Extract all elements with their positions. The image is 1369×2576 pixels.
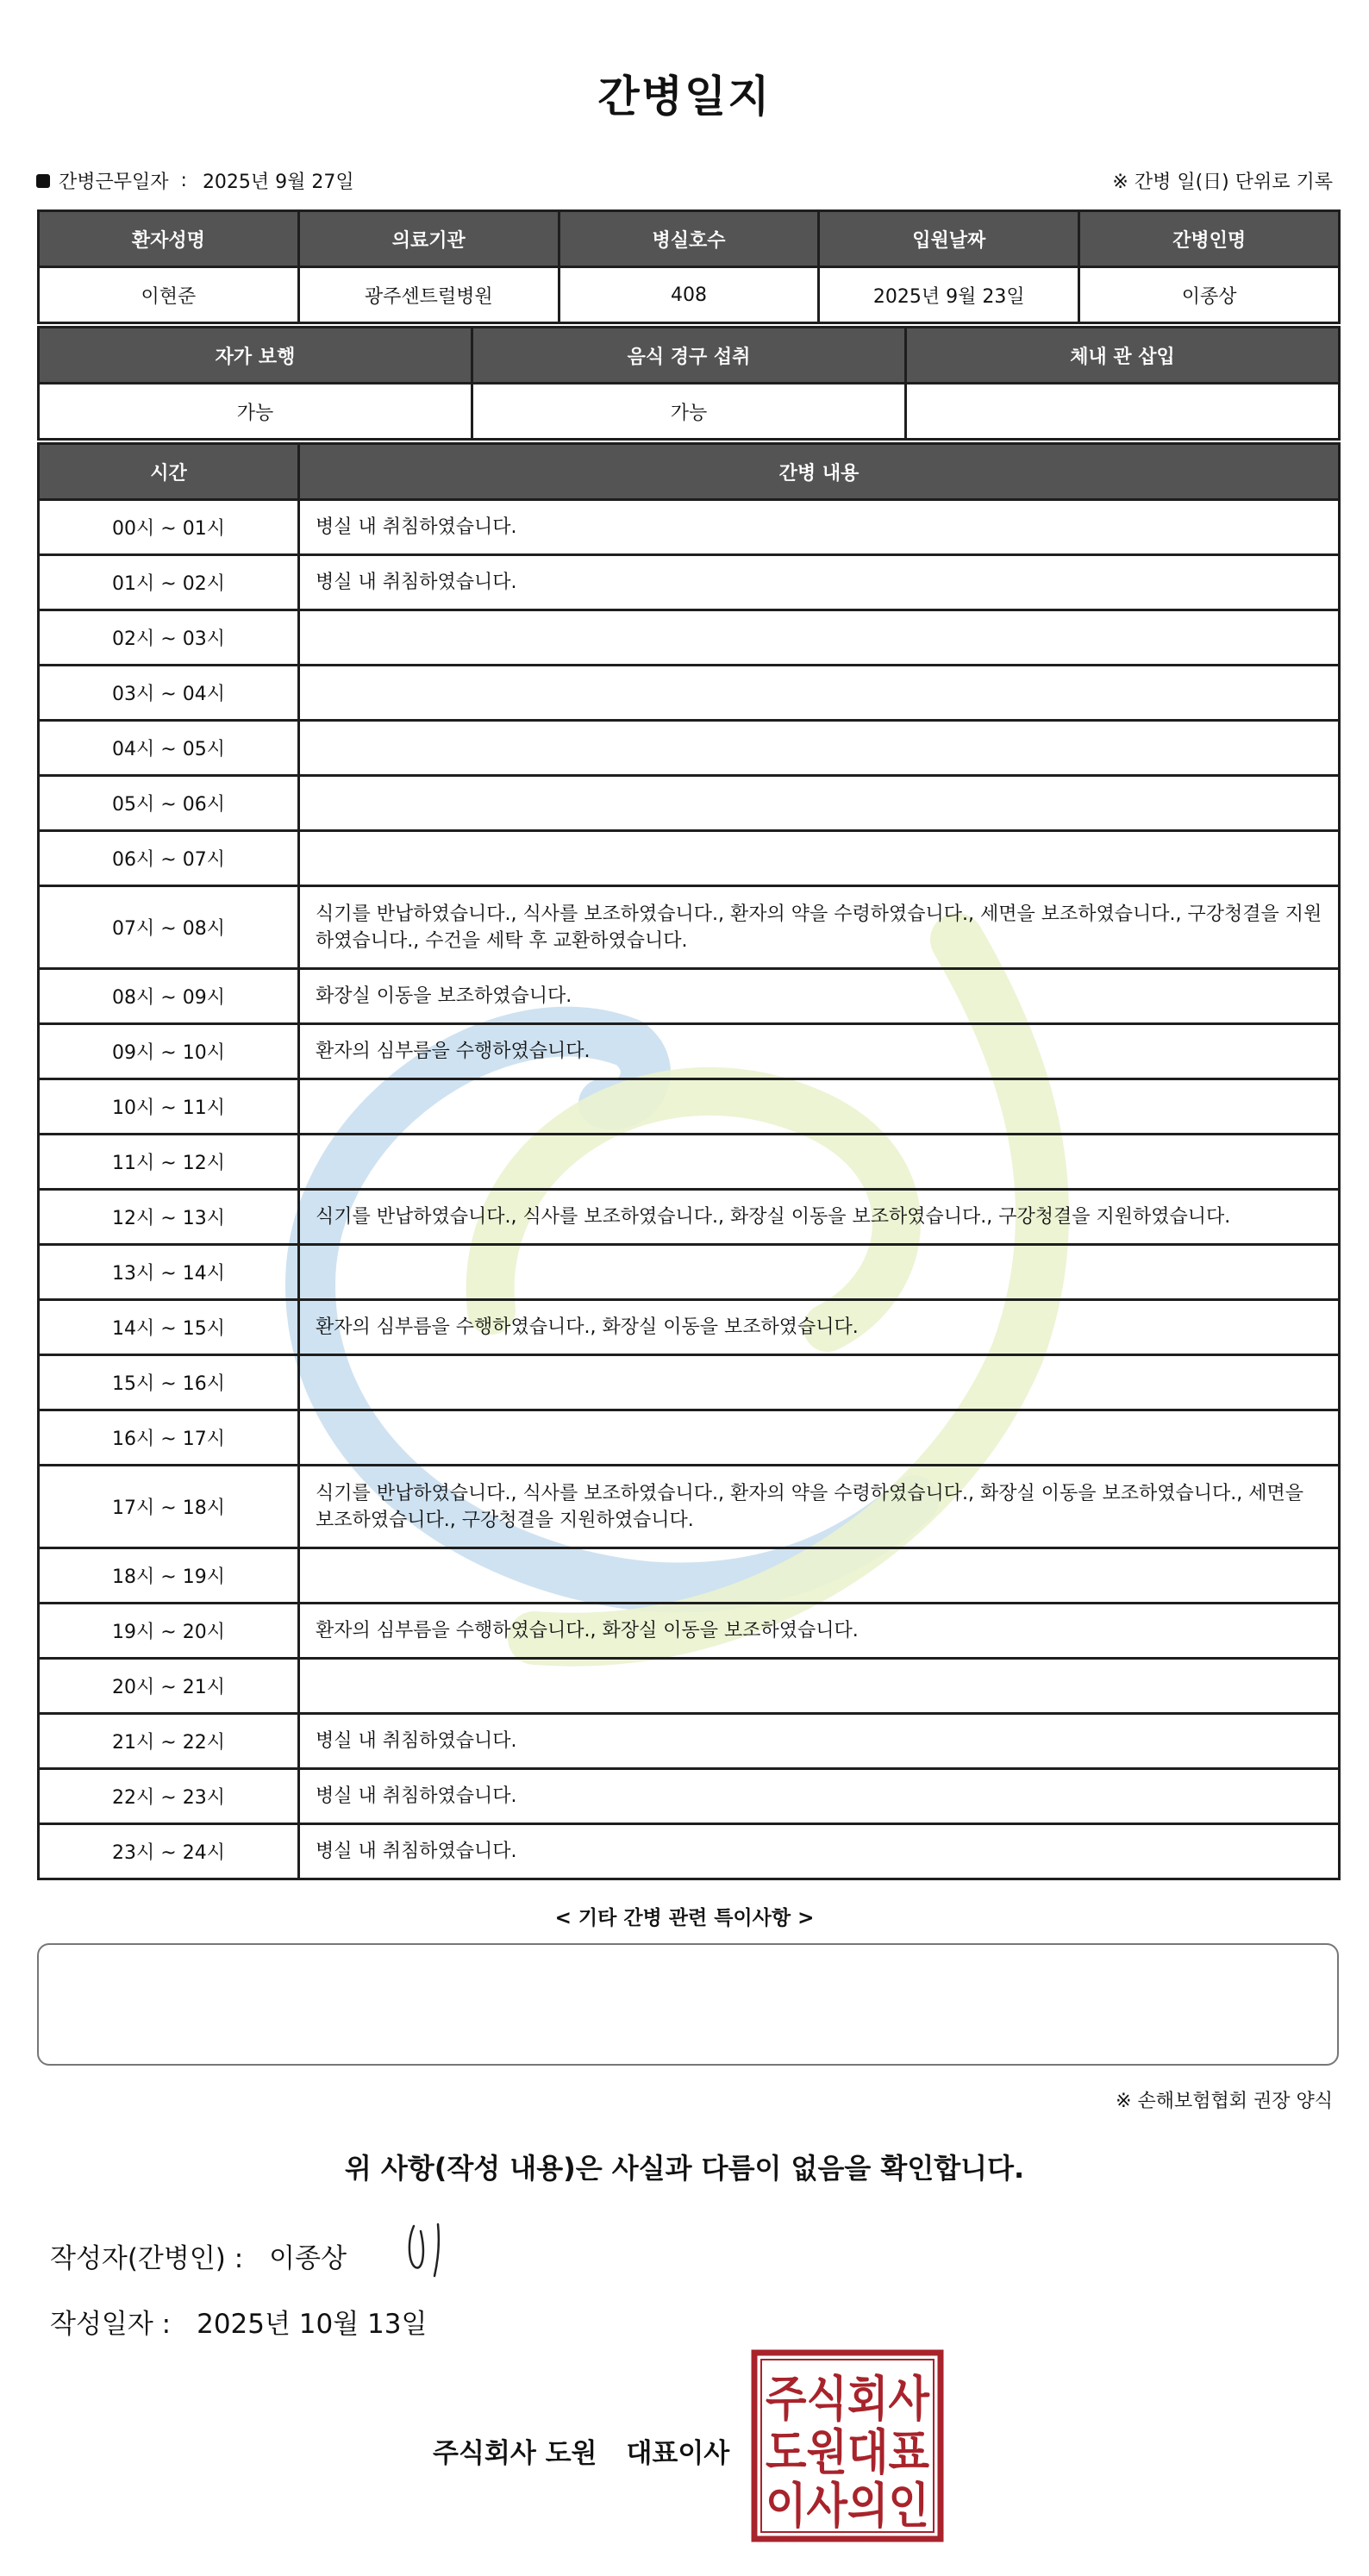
time-cell: 02시 ~ 03시 (39, 610, 299, 666)
time-cell: 16시 ~ 17시 (39, 1410, 299, 1466)
content-cell: 병실 내 취침하였습니다. (299, 500, 1340, 555)
svg-text:도원대표: 도원대표 (766, 2425, 929, 2481)
table-row (39, 1024, 1340, 1079)
content-cell (299, 1079, 1340, 1135)
remarks-title: < 기타 간병 관련 특이사항 > (554, 1907, 815, 1929)
table-row (39, 886, 1340, 969)
work-date-value: 2025년 9월 27일 (202, 172, 354, 193)
table-row (39, 1245, 1340, 1300)
header-hospital: 의료기관 (298, 211, 559, 267)
patient-info-table (37, 209, 1341, 324)
table-row (39, 1466, 1340, 1548)
table-row (39, 831, 1340, 886)
header-admission-date: 입원날짜 (819, 211, 1079, 267)
header-oral-intake: 음식 경구 섭취 (472, 328, 906, 384)
time-cell: 22시 ~ 23시 (39, 1769, 299, 1824)
content-cell: 병실 내 취침하였습니다. (299, 1824, 1340, 1879)
header-time: 시간 (39, 444, 299, 500)
content-cell: 환자의 심부름을 수행하였습니다., 화장실 이동을 보조하였습니다. (299, 1604, 1340, 1659)
content-cell: 병실 내 취침하였습니다. (299, 555, 1340, 610)
time-cell: 14시 ~ 15시 (39, 1300, 299, 1355)
svg-text:주식회사: 주식회사 (766, 2372, 930, 2428)
room-number: 408 (559, 267, 819, 323)
tube-insertion-value (906, 384, 1340, 440)
company-line (433, 2431, 729, 2470)
care-log-header-row (39, 444, 1340, 500)
content-cell (299, 831, 1340, 886)
header-patient-name: 환자성명 (39, 211, 299, 267)
hospital-name: 광주센트럴병원 (298, 267, 559, 323)
time-cell: 18시 ~ 19시 (39, 1548, 299, 1604)
remarks-box (37, 1943, 1339, 2066)
header-room: 병실호수 (559, 211, 819, 267)
patient-name: 이현준 (39, 267, 299, 323)
time-cell: 04시 ~ 05시 (39, 721, 299, 776)
care-log-table (37, 442, 1341, 1880)
content-cell: 환자의 심부름을 수행하였습니다. (299, 1024, 1340, 1079)
table-row (39, 1604, 1340, 1659)
status-value-row (39, 384, 1340, 440)
svg-text:이사의인: 이사의인 (766, 2479, 929, 2535)
time-cell: 00시 ~ 01시 (39, 500, 299, 555)
content-cell (299, 1548, 1340, 1604)
header-tube-insertion: 체내 관 삽입 (906, 328, 1340, 384)
time-cell: 09시 ~ 10시 (39, 1024, 299, 1079)
table-row (39, 1355, 1340, 1410)
work-date (36, 167, 354, 194)
writer-line (50, 2236, 347, 2275)
written-date-line (50, 2302, 427, 2341)
time-cell: 01시 ~ 02시 (39, 555, 299, 610)
content-cell (299, 610, 1340, 666)
work-date-label: 간병근무일자 (59, 172, 169, 193)
work-date-separator: : (180, 170, 187, 191)
table-row (39, 1300, 1340, 1355)
time-cell: 23시 ~ 24시 (39, 1824, 299, 1879)
company-name: 주식회사 도원 (433, 2438, 597, 2469)
content-cell (299, 666, 1340, 721)
time-cell: 21시 ~ 22시 (39, 1714, 299, 1769)
content-cell: 식기를 반납하였습니다., 식사를 보조하였습니다., 환자의 약을 수령하였습니다., 세면을 보조하였습니다., 구강청결을 지원하였습니다., 수건을 세탁 후 교환하였습니다. (299, 886, 1340, 969)
caregiver-name: 이종상 (1079, 267, 1340, 323)
table-row (39, 1079, 1340, 1135)
representative-title: 대표이사 (626, 2438, 730, 2469)
header-caregiver-name: 간병인명 (1079, 211, 1340, 267)
content-cell (299, 1410, 1340, 1466)
written-date-label: 작성일자 : (50, 2309, 172, 2340)
time-cell: 05시 ~ 06시 (39, 776, 299, 831)
time-cell: 20시 ~ 21시 (39, 1659, 299, 1714)
content-cell (299, 1659, 1340, 1714)
admission-date: 2025년 9월 23일 (819, 267, 1079, 323)
table-row (39, 1190, 1340, 1245)
patient-info-header-row (39, 211, 1340, 267)
time-cell: 12시 ~ 13시 (39, 1190, 299, 1245)
writer-label: 작성자(간병인) : (50, 2243, 244, 2274)
content-cell: 식기를 반납하였습니다., 식사를 보조하였습니다., 화장실 이동을 보조하였습니다., 구강청결을 지원하였습니다. (299, 1190, 1340, 1245)
table-row (39, 1769, 1340, 1824)
header-self-walking: 자가 보행 (39, 328, 472, 384)
table-row (39, 500, 1340, 555)
content-cell (299, 1135, 1340, 1190)
content-cell (299, 776, 1340, 831)
table-row (39, 1548, 1340, 1604)
table-row (39, 610, 1340, 666)
self-walking-value: 가능 (39, 384, 472, 440)
patient-info-value-row (39, 267, 1340, 323)
time-cell: 19시 ~ 20시 (39, 1604, 299, 1659)
table-row (39, 969, 1340, 1024)
time-cell: 11시 ~ 12시 (39, 1135, 299, 1190)
content-cell: 환자의 심부름을 수행하였습니다., 화장실 이동을 보조하였습니다. (299, 1300, 1340, 1355)
oral-intake-value: 가능 (472, 384, 906, 440)
square-bullet-icon (36, 174, 50, 188)
content-cell (299, 1245, 1340, 1300)
table-row (39, 721, 1340, 776)
insurance-note: ※ 손해보험협회 권장 양식 (1116, 2091, 1333, 2112)
content-cell: 병실 내 취침하였습니다. (299, 1769, 1340, 1824)
table-row (39, 1135, 1340, 1190)
time-cell: 17시 ~ 18시 (39, 1466, 299, 1548)
table-row (39, 776, 1340, 831)
time-cell: 03시 ~ 04시 (39, 666, 299, 721)
patient-status-table (37, 326, 1341, 441)
content-cell: 화장실 이동을 보조하였습니다. (299, 969, 1340, 1024)
content-cell: 식기를 반납하였습니다., 식사를 보조하였습니다., 환자의 약을 수령하였습니다., 화장실 이동을 보조하였습니다., 세면을 보조하였습니다., 구강청결을 지원하였습니다. (299, 1466, 1340, 1548)
table-row (39, 1659, 1340, 1714)
time-cell: 15시 ~ 16시 (39, 1355, 299, 1410)
content-cell: 병실 내 취침하였습니다. (299, 1714, 1340, 1769)
table-row (39, 555, 1340, 610)
table-row (39, 1714, 1340, 1769)
time-cell: 10시 ~ 11시 (39, 1079, 299, 1135)
content-cell (299, 721, 1340, 776)
table-row (39, 1824, 1340, 1879)
written-date-value: 2025년 10월 13일 (197, 2309, 428, 2340)
time-cell: 08시 ~ 09시 (39, 969, 299, 1024)
header-care-content: 간병 내용 (299, 444, 1340, 500)
unit-note: ※ 간병 일(日) 단위로 기록 (1112, 172, 1333, 193)
status-header-row (39, 328, 1340, 384)
writer-name: 이종상 (269, 2243, 347, 2274)
table-row (39, 1410, 1340, 1466)
time-cell: 13시 ~ 14시 (39, 1245, 299, 1300)
time-cell: 07시 ~ 08시 (39, 886, 299, 969)
time-cell: 06시 ~ 07시 (39, 831, 299, 886)
document-title: 간병일지 (597, 72, 772, 122)
content-cell (299, 1355, 1340, 1410)
table-row (39, 666, 1340, 721)
company-seal-icon (750, 2348, 945, 2543)
signature-icon (403, 2219, 455, 2281)
confirmation-statement: 위 사항(작성 내용)은 사실과 다름이 없음을 확인합니다. (344, 2152, 1025, 2185)
